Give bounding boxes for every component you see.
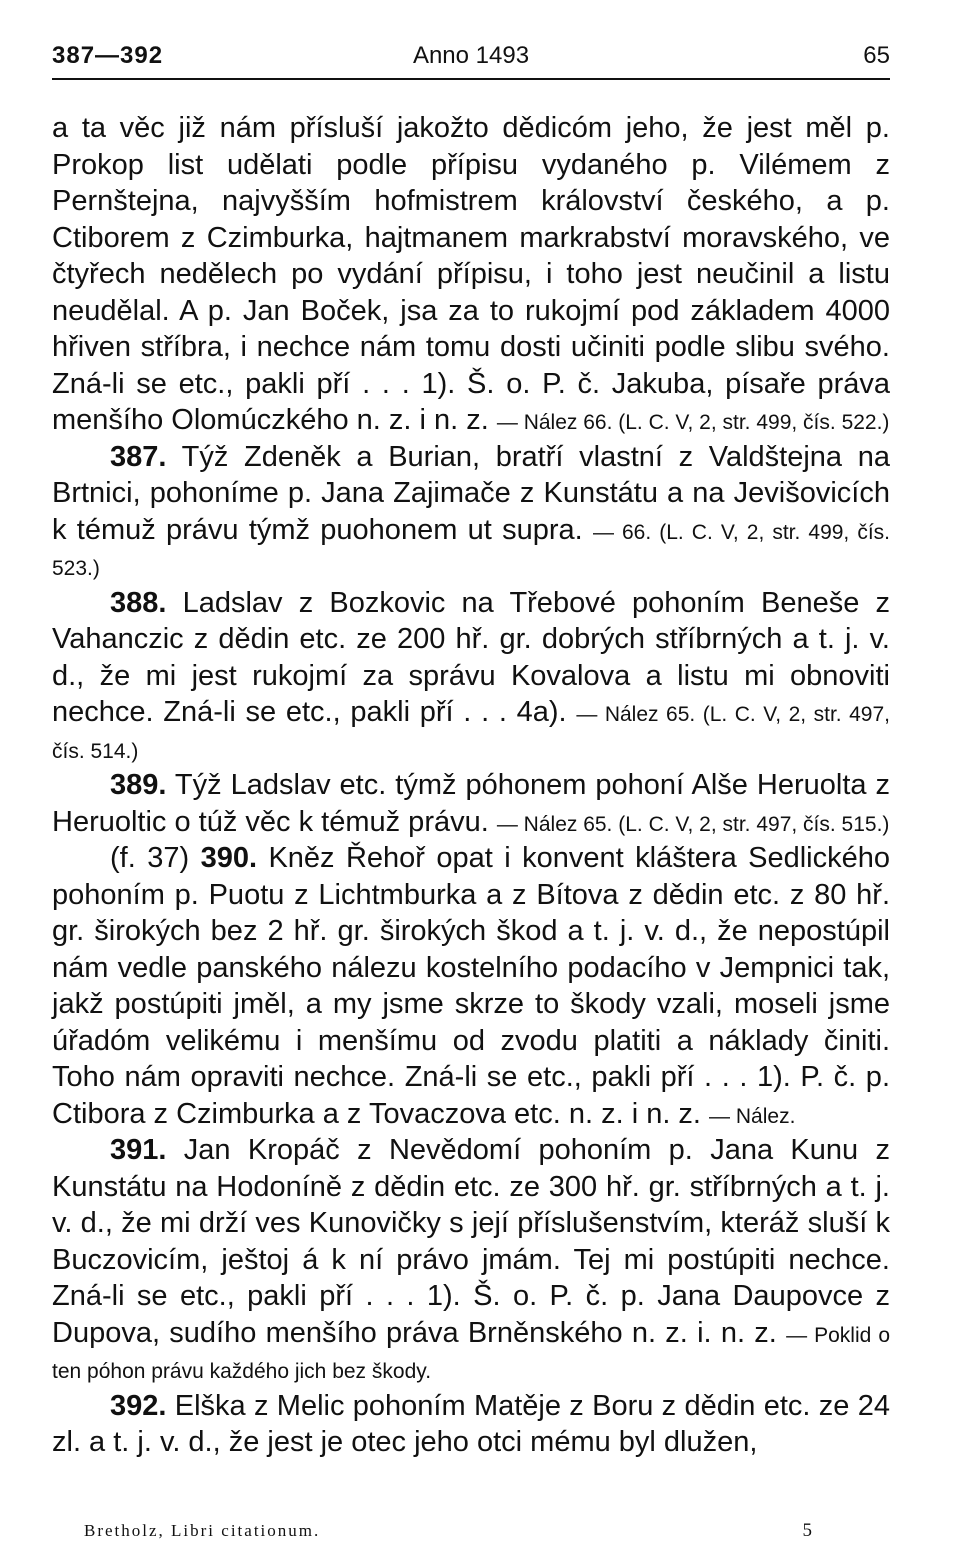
signature-line: Bretholz, Libri citationum.	[84, 1521, 321, 1540]
entry-text: Jan Kropáč z Nevědomí pohoním p. Jana Kunu z Kunstátu na Hodoníně z dědin etc. ze 300 hř. gr. stříbrných a t. j. v. d., že mi drží ves Kunovičky s její příslušenstvím, kteráž sluší k Buczovicím, ještoj á k ní právo jmám. Tej mi postúpiti nechce. Zná-li se etc., pakli pří . . . 1). Š. o. P. č. p. Jana Daupovce z Dupova, sudího menšího práva Brněnského n. z. i. n. z.	[52, 1134, 890, 1349]
entry-range: 387—392	[52, 42, 164, 69]
entry-number: 391.	[110, 1134, 167, 1166]
text-body	[52, 110, 890, 1461]
entry-number: 392.	[110, 1389, 167, 1422]
entry-392	[52, 1388, 890, 1461]
page-number: 65	[863, 42, 890, 69]
entry-text: Týž Ladslav etc. týmž póhonem pohoní Alše Heruolta z Heruoltic o túž věc k témuž právu.	[52, 769, 890, 838]
source-note: — Nález 65. (L. C. V, 2, str. 497, čís. 515.)	[496, 812, 890, 836]
entry-prefix: (f. 37)	[110, 842, 201, 874]
entry-388	[52, 585, 890, 768]
entry-number: 389.	[110, 769, 167, 801]
header-title: Anno 1493	[412, 42, 530, 69]
entry-text: Ladslav z Bozkovic na Třebové pohoním Beneše z Vahanczic z dědin etc. ze 200 hř. gr. dobrých stříbrných a t. j. v. d., že mi jest rukojmí za správu Kovalova a listu mi obnoviti nechce. Zná-li se etc., pakli pří . . . 4a).	[52, 586, 890, 728]
entry-text: Elška z Melic pohoním Matěje z Boru z dědin etc. ze 24 zl. a t. j. v. d., že jest je otec jeho otci mému byl dlužen,	[52, 1389, 890, 1458]
sheet-number: 5	[802, 1520, 812, 1541]
source-note: — 66. (L. C. V, 2, str. 499, čís. 523.)	[52, 520, 890, 580]
paragraph-text: a ta věc již nám přísluší jakožto dědicóm jeho, že jest měl p. Prokop list udělati podle přípisu vydaného p. Vilémem z Pernštejna, najvyšším hofmistrem království českého, a p. Ctiborem z Czimburka, hajtmanem markrabství moravského, ve čtyřech nedělech po vydání přípisu, i toho jest neučinil a listu neudělal. A p. Jan Boček, jsa za to rukojmí pod základem 4000 hřiven stříbra, i nechce nám tomu dosti učiniti podle slibu svého. Zná-li se etc., pakli pří . . . 1). Š. o. P. č. Jakuba, písaře práva menšího Olomúczkého n. z. i n. z.	[52, 112, 890, 436]
entry-number: 390.	[200, 842, 258, 874]
entry-number: 387.	[110, 440, 167, 473]
running-header	[52, 34, 890, 80]
entry-389	[52, 767, 890, 840]
entry-number: 388.	[110, 586, 167, 619]
entry-387	[52, 439, 890, 585]
entry-391	[52, 1132, 890, 1388]
source-note: — Nález 65. (L. C. V, 2, str. 497, čís. 514.)	[52, 703, 890, 763]
entry-390	[52, 840, 890, 1132]
paragraph-continuation	[52, 110, 890, 439]
source-note: — Nález 66. (L. C. V, 2, str. 499, čís. 522.)	[496, 411, 890, 434]
source-note: — Nález.	[709, 1104, 796, 1128]
source-note: — Poklid o ten póhon právu každého jich bez škody.	[52, 1323, 891, 1383]
entry-text: Kněz Řehoř opat i konvent kláštera Sedlického pohoním p. Puotu z Lichtmburka a z Bítova z dědin etc. z 80 hř. gr. širokých bez 2 hř. gr. širokých škod a t. j. v. d., že nepostúpil nám vedle panského nálezu kostelního podacího v Jempnici tak, jakž postúpiti jměl, a my jsme skrze to škody vzali, moseli jsme úřadóm velikému i menšímu od zvodu platiti a náklady činiti. Toho nám opraviti nechce. Zná-li se etc., pakli pří . . . 1). P. č. p. Ctibora z Czimburka a z Tovaczova etc. n. z. i n. z.	[52, 842, 890, 1130]
entry-text: Týž Zdeněk a Burian, bratří vlastní z Valdštejna na Brtnici, pohoníme p. Jana Zajimače z Kunstátu a na Jevišovicích k témuž právu týmž puohonem ut supra.	[52, 440, 890, 546]
page-footer	[52, 1518, 890, 1544]
